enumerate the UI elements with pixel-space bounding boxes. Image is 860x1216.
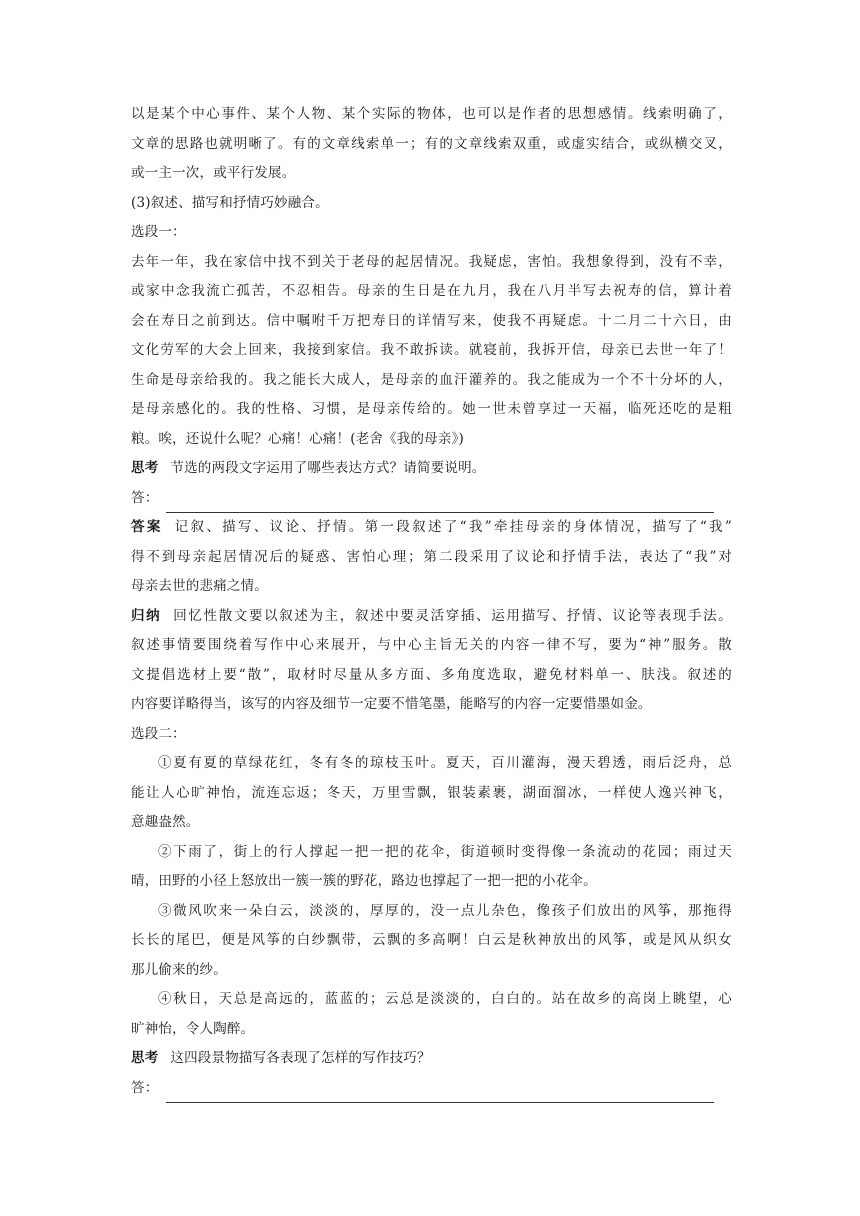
summary-label: 归纳 (131, 607, 162, 624)
excerpt2-p3-line-2: 长长的尾巴，便是风筝的白纱飘带，云飘的多高啊！白云是秋神放出的风筝，或是风从织女 (131, 932, 732, 948)
excerpt2-p1-line-3: 意趣盎然。 (131, 814, 200, 830)
section-heading: (3)叙述、描写和抒情巧妙融合。 (131, 194, 329, 211)
intro-line-2: 文章的思路也就明晰了。有的文章线索单一；有的文章线索双重，或虚实结合，或纵横交叉， (131, 135, 732, 152)
answer1-line-1 (131, 513, 732, 543)
excerpt2-label: 选段二： (131, 725, 186, 742)
excerpt2-p3-line-1: ③微风吹来一朵白云，淡淡的，厚厚的，没一点儿杂色，像孩子们放出的风筝，那拖得 (158, 902, 732, 919)
think2-answer-blank[interactable] (166, 1084, 714, 1103)
excerpt2-p2-line-2: 晴，田野的小径上怒放出一簇一簇的野花，路边也撑起了一把一把的小花伞。 (131, 873, 597, 889)
think1-answer-row (131, 484, 732, 514)
excerpt1-line-2: 或家中念我流亡孤苦，不忍相告。母亲的生日是在九月，我在八月半写去祝寿的信，算计着 (131, 283, 732, 299)
summary-text-1: 回忆性散文要以叙述为主，叙述中要灵活穿插、运用描写、抒情、议论等表现手法。 (173, 607, 732, 624)
intro-line-1: 以是某个中心事件、某个人物、某个实际的物体，也可以是作者的思想感情。线索明确了， (131, 106, 732, 122)
excerpt2-p4-line-2: 旷神怡，令人陶醉。 (131, 1020, 255, 1037)
excerpt1-line-7: 粮。唉，还说什么呢？心痛！心痛！(老舍《我的母亲》) (131, 430, 464, 447)
excerpt2-p2-line-1: ②下雨了，街上的行人撑起一把一把的花伞，街道顿时变得像一条流动的花园；雨过天 (158, 843, 732, 860)
summary-line-1 (131, 602, 732, 632)
think1-answer-prefix: 答： (131, 489, 159, 506)
excerpt1-line-3: 会在寿日之前到达。信中嘱咐千万把寿日的详情写来，使我不再疑虑。十二月二十六日，由 (131, 312, 732, 329)
excerpt1-line-4: 文化劳军的大会上回来，我接到家信。我不敢拆读。就寝前，我拆开信，母亲已去世一年了！ (131, 342, 732, 358)
summary-line-4: 内容要详略得当，该写的内容及细节一定要不惜笔墨，能略写的内容一定要惜墨如金。 (131, 696, 652, 712)
excerpt1-label: 选段一： (131, 224, 186, 240)
excerpt2-p3-line-3: 那儿偷来的纱。 (131, 961, 227, 978)
excerpt2-p1-line-1: ①夏有夏的草绿花红，冬有冬的琼枝玉叶。夏天，百川灌海，漫天碧透，雨后泛舟，总 (158, 755, 732, 771)
think2-row (131, 1044, 732, 1074)
excerpt1-line-1: 去年一年，我在家信中找不到关于老母的起居情况。我疑虑，害怕。我想象得到，没有不幸， (131, 253, 732, 270)
think2-answer-prefix: 答： (131, 1079, 159, 1096)
answer1-line-3: 母亲去世的悲痛之情。 (131, 578, 268, 594)
summary-line-2: 叙述事情要围绕着写作中心来展开，与中心主旨无关的内容一律不写，要为“神”服务。散 (131, 637, 732, 653)
excerpt1-line-6: 是母亲感化的。我的性格、习惯，是母亲传给的。她一世未曾享过一天福，临死还吃的是粗 (131, 401, 732, 417)
excerpt2-p1-line-2: 能让人心旷神怡，流连忘返；冬天，万里雪飘，银装素裹，湖面溜冰，一样使人逸兴神飞， (131, 784, 732, 801)
think2-label: 思考 (131, 1050, 159, 1066)
think1-label: 思考 (131, 460, 159, 476)
answer1-text-1: 记叙、描写、议论、抒情。第一段叙述了“我”牵挂母亲的身体情况，描写了“我” (174, 519, 732, 535)
think1-answer-blank[interactable] (166, 494, 714, 513)
answer1-line-2: 得不到母亲起居情况后的疑惑、害怕心理；第二段采用了议论和抒情手法，表达了“我”对 (131, 548, 732, 565)
answer1-label: 答案 (131, 519, 163, 535)
think1-question: 节选的两段文字运用了哪些表达方式？请简要说明。 (170, 460, 486, 476)
summary-line-3: 文提倡选材上要“散”，取材时尽量从多方面、多角度选取，避免材料单一、肤浅。叙述的 (131, 666, 732, 683)
think2-answer-row (131, 1074, 732, 1104)
excerpt2-p4-line-1: ④秋日，天总是高远的，蓝蓝的；云总是淡淡的，白白的。站在故乡的高岗上眺望，心 (158, 991, 732, 1007)
excerpt1-line-5: 生命是母亲给我的。我之能长大成人，是母亲的血汗灌养的。我之能成为一个不十分坏的人， (131, 371, 732, 388)
think1-row (131, 454, 732, 484)
intro-line-3: 或一主一次，或平行发展。 (131, 165, 296, 181)
think2-question: 这四段景物描写各表现了怎样的写作技巧？ (170, 1050, 431, 1066)
